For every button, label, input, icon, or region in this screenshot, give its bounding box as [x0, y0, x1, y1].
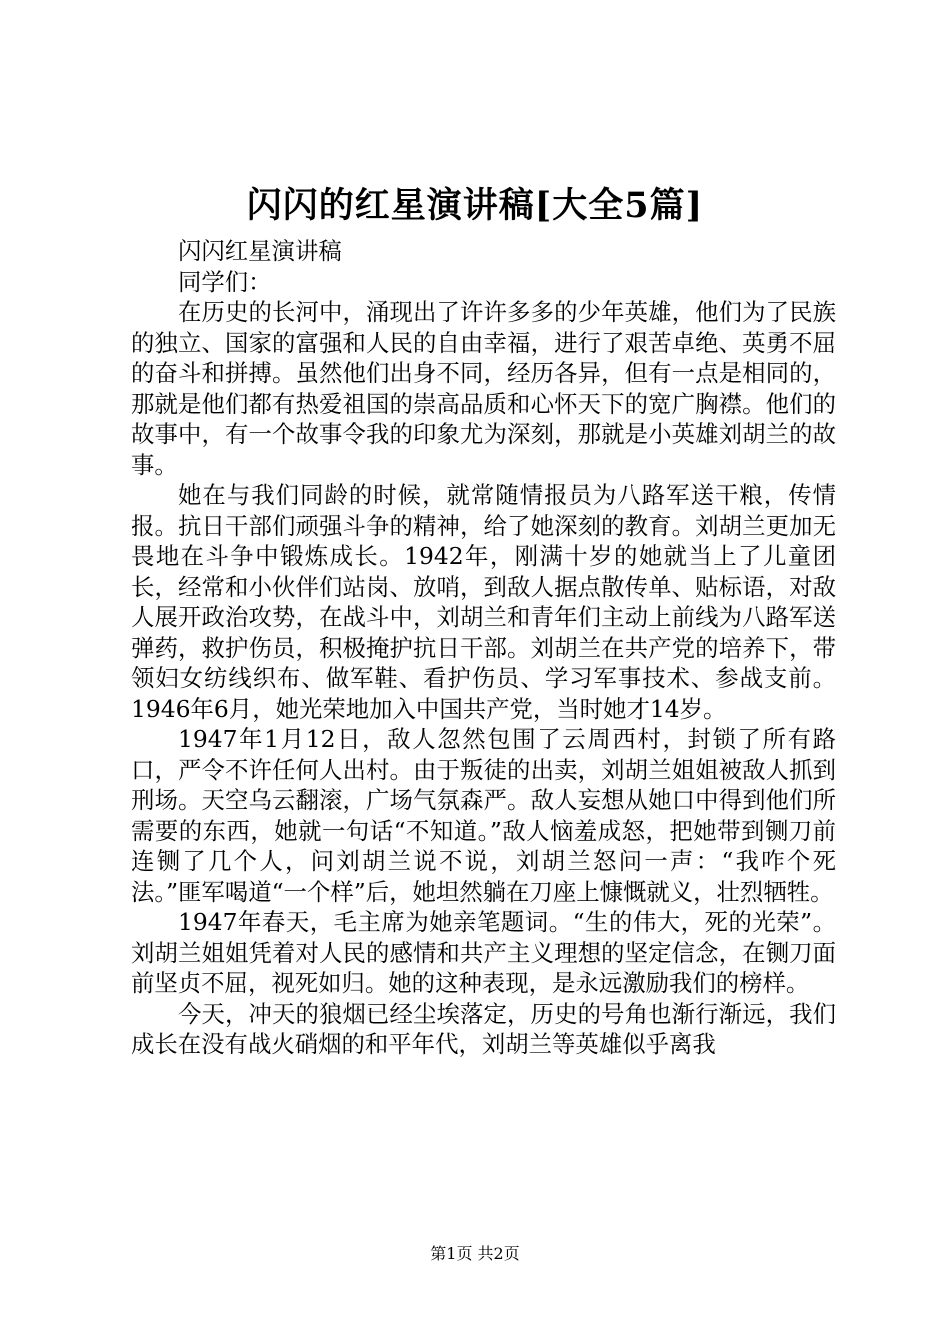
body-paragraph: 今天，冲天的狼烟已经尘埃落定，历史的号角也渐行渐远，我们成长在没有战火硝烟的和平年代，刘胡兰等英雄似乎离我 — [131, 999, 836, 1058]
salutation-paragraph: 同学们： — [178, 267, 272, 296]
subtitle-paragraph: 闪闪红星演讲稿 — [178, 237, 342, 265]
page-number-footer: 第1页 共2页 — [430, 1244, 520, 1263]
body-paragraph: 1947年春天，毛主席为她亲笔题词。“生的伟大，死的光荣”。刘胡兰姐姐凭着对人民的感情和共产主义理想的坚定信念，在铡刀面前坚贞不屈，视死如归。她的这种表现，是永远激励我们的榜样。 — [131, 908, 836, 997]
body-paragraph: 1947年1月12日，敌人忽然包围了云周西村，封锁了所有路口，严令不许任何人出村。由于叛徒的出卖，刘胡兰姐姐被敌人抓到刑场。天空乌云翻滚，广场气氛森严。敌人妄想从她口中得到他们所需要的东西，她就一句话“不知道。”敌人恼羞成怒，把她带到铡刀前连铡了几个人，问刘胡兰说不说，刘胡兰怒问一声：“我咋个死法。”匪军喝道“一个样”后，她坦然躺在刀座上慷慨就义，壮烈牺牲。 — [131, 725, 836, 906]
body-paragraph: 她在与我们同龄的时候，就常随情报员为八路军送干粮，传情报。抗日干部们顽强斗争的精神，给了她深刻的教育。刘胡兰更加无畏地在斗争中锻炼成长。1942年，刚满十岁的她就当上了儿童团长，经常和小伙伴们站岗、放哨，到敌人据点散传单、贴标语，对敌人展开政治攻势，在战斗中，刘胡兰和青年们主动上前线为八路军送弹药，救护伤员，积极掩护抗日干部。刘胡兰在共产党的培养下，带领妇女纺线织布、做军鞋、看护伤员、学习军事技术、参战支前。1946年6月，她光荣地加入中国共产党，当时她才14岁。 — [131, 481, 836, 723]
body-paragraph: 在历史的长河中，涌现出了许许多多的少年英雄，他们为了民族的独立、国家的富强和人民的自由幸福，进行了艰苦卓绝、英勇不屈的奋斗和拼搏。虽然他们出身不同，经历各异，但有一点是相同的，那就是他们都有热爱祖国的崇高品质和心怀天下的宽广胸襟。他们的故事中，有一个故事令我的印象尤为深刻，那就是小英雄刘胡兰的故事。 — [131, 298, 836, 479]
document-title: 闪闪的红星演讲稿[大全5篇] — [246, 185, 704, 226]
document-body — [131, 236, 836, 1060]
